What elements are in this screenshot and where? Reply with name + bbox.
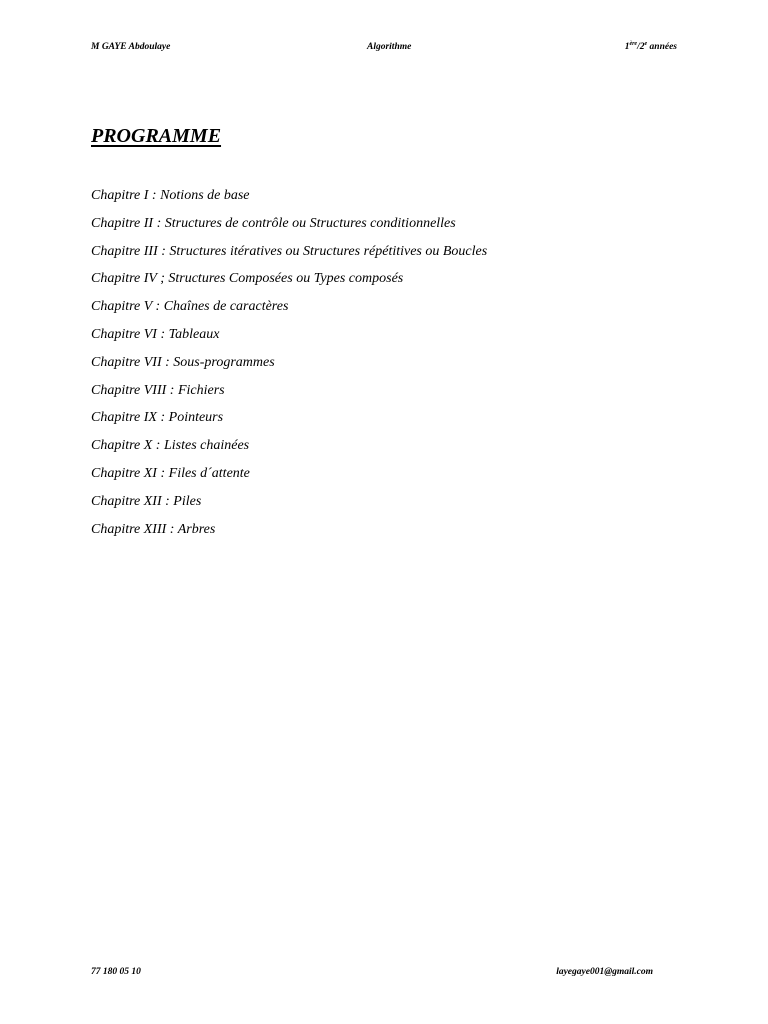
header-level xyxy=(625,42,677,52)
footer-phone: 77 180 05 10 xyxy=(91,967,141,977)
chapter-item: Chapitre X : Listes chainées xyxy=(91,438,250,454)
chapter-item: Chapitre III : Structures itératives ou Structures répétitives ou Boucles xyxy=(91,243,488,259)
chapter-item: Chapitre V : Chaînes de caractères xyxy=(91,299,289,315)
footer-email: layegaye001@gmail.com xyxy=(556,967,653,977)
header-subject: Algorithme xyxy=(367,42,412,52)
chapter-item: Chapitre VI : Tableaux xyxy=(91,326,220,342)
chapter-item: Chapitre XI : Files d´attente xyxy=(91,465,250,481)
header-level-suffix: années xyxy=(647,42,677,52)
page-footer xyxy=(91,967,653,981)
chapter-item: Chapitre XIII : Arbres xyxy=(91,521,216,537)
header-level-sep: /2 xyxy=(637,42,645,52)
chapter-item: Chapitre VII : Sous-programmes xyxy=(91,354,275,370)
chapter-list xyxy=(91,186,487,547)
chapter-item: Chapitre IX : Pointeurs xyxy=(91,410,224,426)
chapter-item: Chapitre VIII : Fichiers xyxy=(91,382,225,398)
chapter-item: Chapitre XII : Piles xyxy=(91,493,202,509)
header-level-first: 1 xyxy=(624,42,630,52)
chapter-item: Chapitre II : Structures de contrôle ou Structures conditionnelles xyxy=(91,215,456,231)
chapter-item: Chapitre IV ; Structures Composées ou Types composés xyxy=(91,271,404,287)
chapter-item: Chapitre I : Notions de base xyxy=(91,188,250,203)
header-author: M GAYE Abdoulaye xyxy=(91,42,171,52)
header-level-first-sup: ère xyxy=(629,41,638,47)
header-level-second-sup: e xyxy=(644,41,648,47)
page-title: PROGRAMME xyxy=(91,125,222,147)
page-header xyxy=(91,42,677,58)
